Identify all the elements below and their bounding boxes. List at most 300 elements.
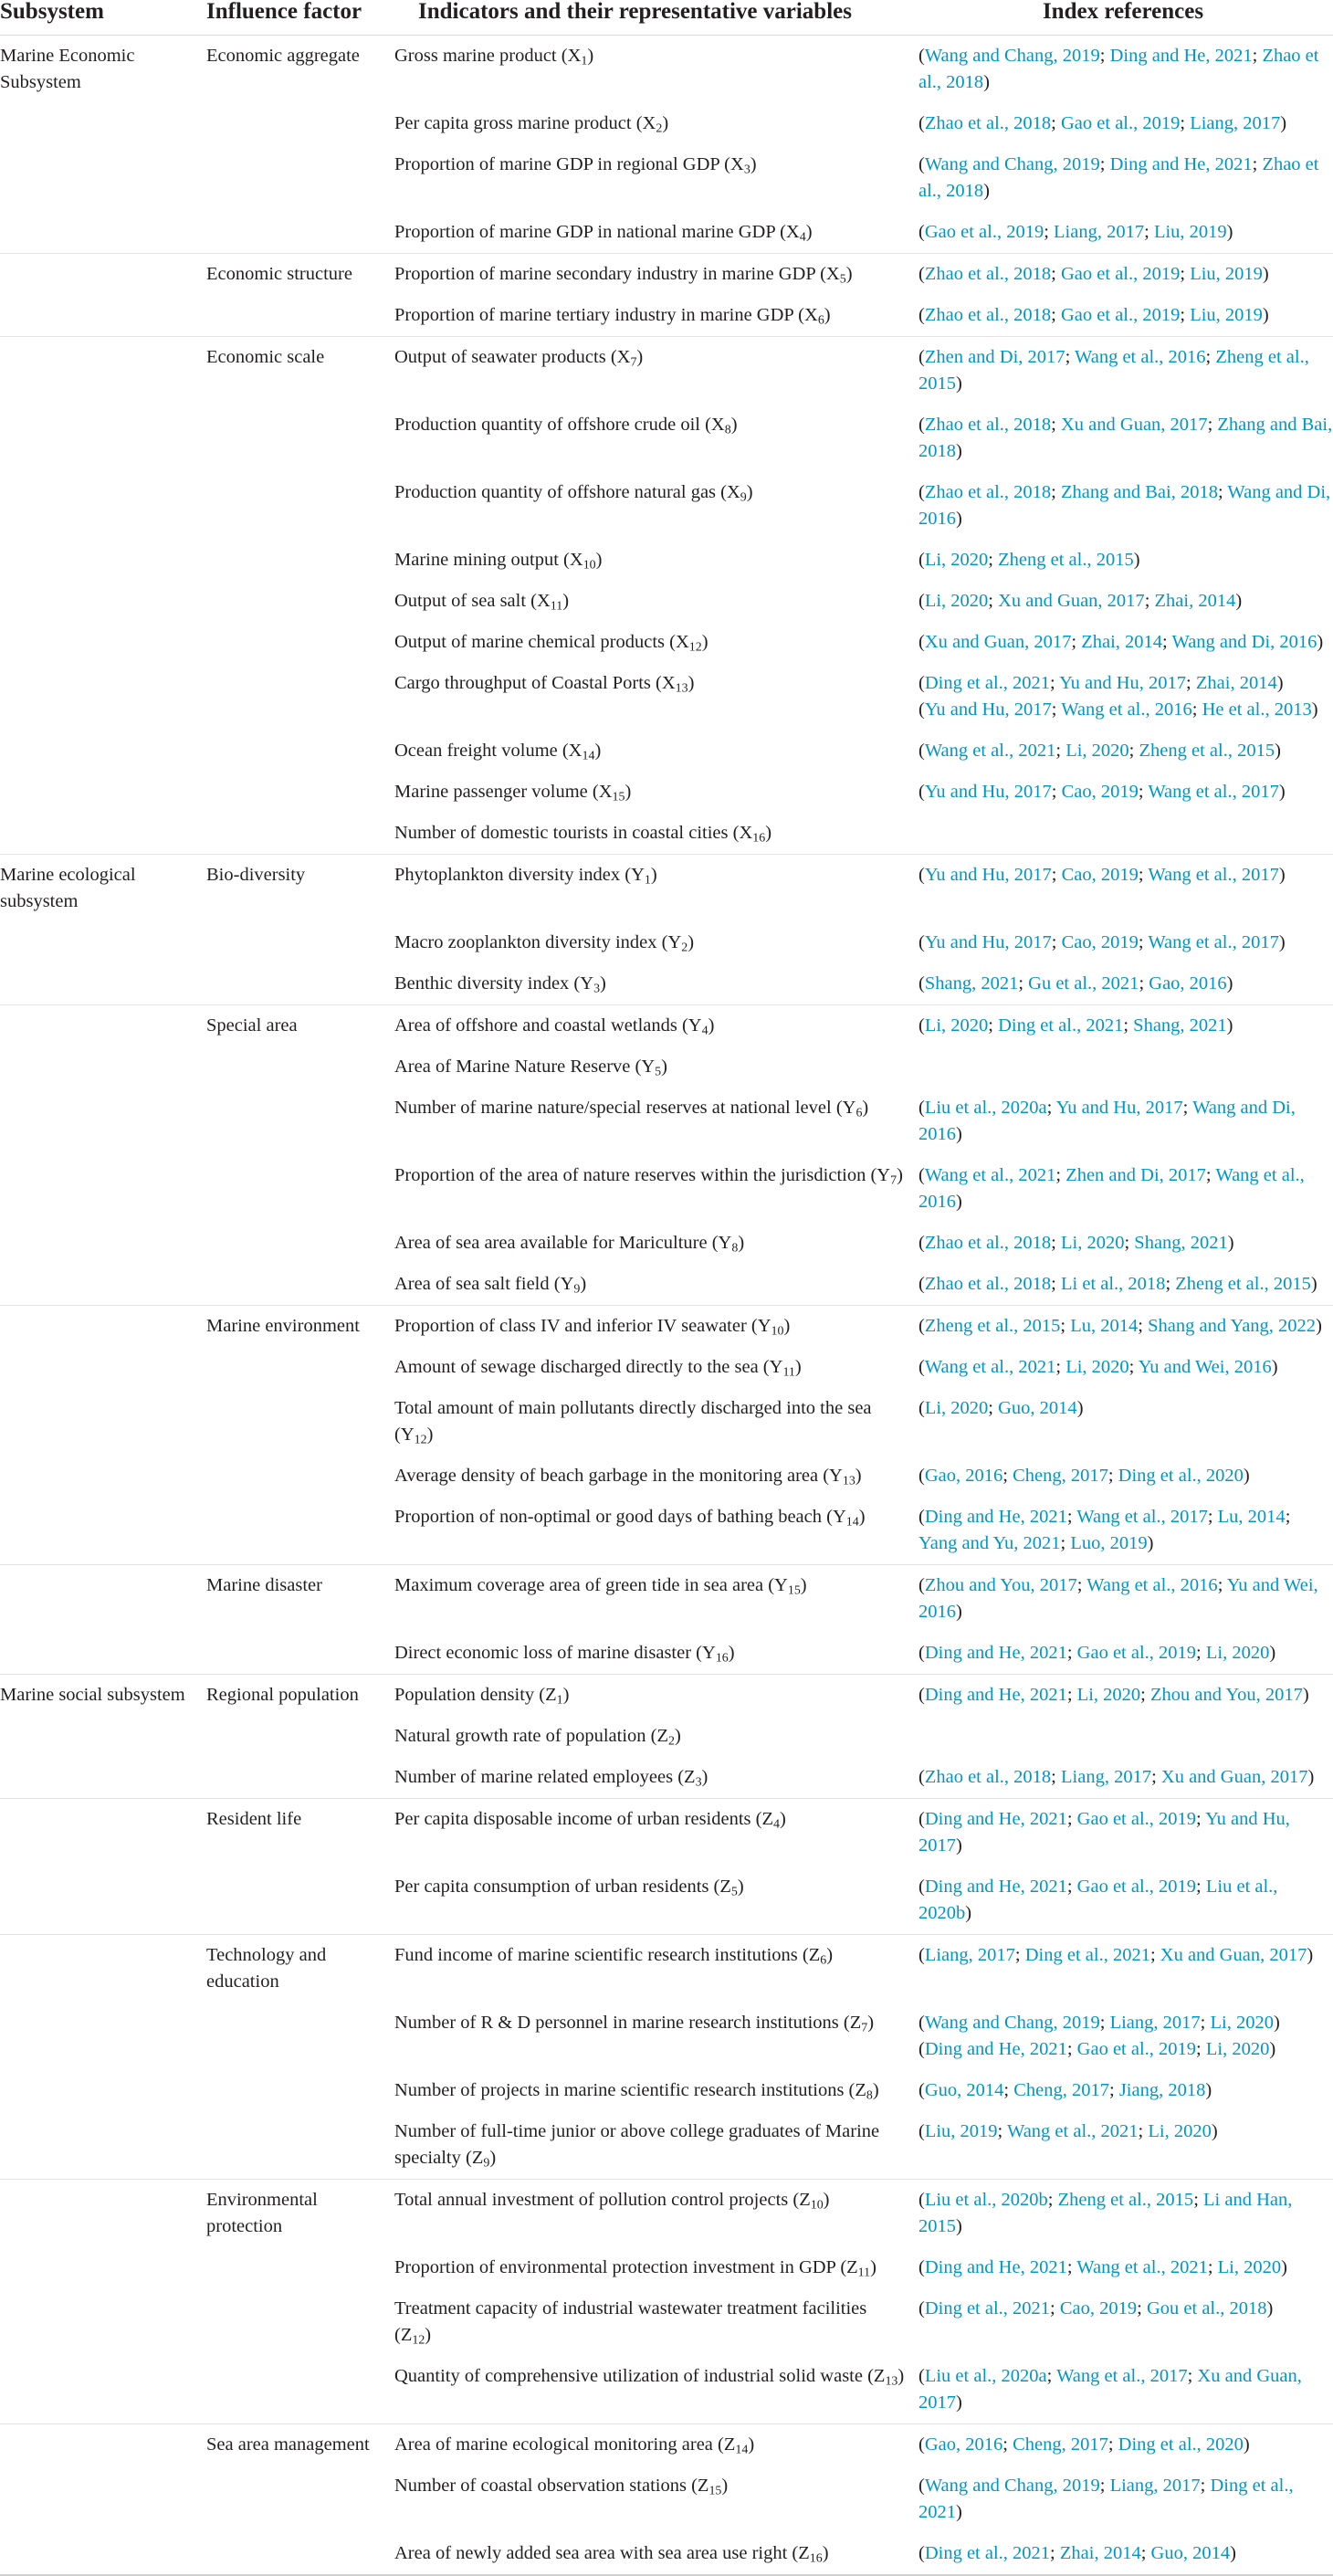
subsystem-cell bbox=[0, 1716, 199, 1757]
subsystem-cell: Marine social subsystem bbox=[0, 1675, 199, 1717]
citation-link[interactable]: Gao et al., 2019 bbox=[1061, 113, 1181, 133]
citation-link[interactable]: Zhai, 2014 bbox=[1059, 2543, 1141, 2563]
table-row bbox=[0, 2247, 1333, 2288]
influence-factor-cell bbox=[199, 1456, 389, 1497]
indicator-subscript: 10 bbox=[810, 2198, 824, 2213]
citation-link[interactable]: Ding and He, 2021 bbox=[924, 1507, 1067, 1527]
table-row bbox=[0, 212, 1333, 254]
table-body bbox=[0, 36, 1333, 2576]
indicator-subscript: 5 bbox=[839, 272, 846, 287]
influence-factor-cell: Economic aggregate bbox=[199, 36, 389, 104]
indicator-cell: Area of sea area available for Mariculture $(Y_8)$ bbox=[394, 1233, 745, 1256]
influence-factor-cell bbox=[199, 2111, 389, 2180]
citation-link[interactable]: Ding et al., 2020 bbox=[1118, 1466, 1244, 1486]
influence-factor-cell bbox=[199, 813, 389, 855]
citation-link[interactable]: Luo, 2019 bbox=[1070, 1533, 1148, 1553]
citation-link[interactable]: Ding et al., 2021 bbox=[924, 2543, 1051, 2563]
citation-link[interactable]: Zheng et al., 2015 bbox=[918, 347, 1309, 394]
citation-link[interactable]: Li, 2020 bbox=[924, 1398, 989, 1418]
indicator-text: Proportion of non-optimal or good days of bathing beach (Y bbox=[394, 1507, 846, 1527]
citation-link[interactable]: Li, 2020 bbox=[1065, 741, 1129, 761]
citation-link[interactable]: Li, 2020 bbox=[924, 1015, 989, 1036]
citation-link[interactable]: Li, 2020 bbox=[1065, 1357, 1129, 1377]
subsystem-cell bbox=[0, 1565, 199, 1634]
subsystem-cell bbox=[0, 2111, 199, 2180]
citation-link[interactable]: Li, 2020 bbox=[924, 591, 989, 611]
indicator-subscript: 12 bbox=[412, 2333, 425, 2348]
citation-link[interactable]: Guo, 2014 bbox=[998, 1398, 1077, 1418]
citation-link[interactable]: Liu, 2019 bbox=[1190, 264, 1263, 284]
subsystem-cell bbox=[0, 2003, 199, 2070]
indicator-text: Proportion of marine GDP in regional GDP (X bbox=[394, 154, 744, 174]
table-row bbox=[0, 963, 1333, 1005]
citation-link[interactable]: Cheng, 2017 bbox=[1013, 1466, 1108, 1486]
table-row bbox=[0, 1264, 1333, 1306]
indicator-subscript: 9 bbox=[740, 490, 747, 505]
subsystem-cell bbox=[0, 212, 199, 254]
indicator-text: Direct economic loss of marine disaster (Y bbox=[394, 1643, 716, 1663]
citation-link[interactable]: Guo, 2014 bbox=[924, 2080, 1004, 2100]
citation-link[interactable]: Zhao et al., 2018 bbox=[924, 305, 1052, 325]
citation-link[interactable]: Wang and Di, 2016 bbox=[918, 1098, 1296, 1144]
header-index-references: Index references bbox=[913, 0, 1333, 36]
references-cell: (Li, 2020; Xu and Guan, 2017; Zhai, 2014) bbox=[918, 591, 1243, 611]
citation-link[interactable]: Lu, 2014 bbox=[1217, 1507, 1286, 1527]
subsystem-cell bbox=[0, 1005, 199, 1047]
indicator-text: Ocean freight volume (X bbox=[394, 741, 583, 761]
citation-link[interactable]: Wang and Di, 2016 bbox=[918, 482, 1331, 529]
citation-link[interactable]: Wang and Chang, 2019 bbox=[924, 154, 1100, 174]
indicator-subscript: 3 bbox=[743, 163, 750, 177]
citation-link[interactable]: Lu, 2014 bbox=[1070, 1316, 1139, 1336]
citation-link[interactable]: Shang and Yang, 2022 bbox=[1148, 1316, 1317, 1336]
indicator-text: Maximum coverage area of green tide in sea area (Y bbox=[394, 1575, 788, 1595]
citation-link[interactable]: Zheng et al., 2015 bbox=[1139, 741, 1275, 761]
citation-link[interactable]: Yu and Hu, 2017 bbox=[918, 1809, 1290, 1856]
table-row bbox=[0, 1088, 1333, 1155]
references-cell: (Wang et al., 2021; Li, 2020; Zheng et al., 2015) bbox=[918, 741, 1281, 761]
citation-link[interactable]: Gao et al., 2019 bbox=[1061, 264, 1181, 284]
indicator-text: Production quantity of offshore crude oil (X bbox=[394, 415, 725, 435]
subsystem-cell bbox=[0, 1935, 199, 2003]
citation-link[interactable]: Zhai, 2014 bbox=[1154, 591, 1236, 611]
subsystem-cell bbox=[0, 2424, 199, 2466]
citation-link[interactable]: Ding et al., 2021 bbox=[918, 2476, 1294, 2522]
citation-link[interactable]: Ding and He, 2021 bbox=[924, 2257, 1067, 2277]
citation-link[interactable]: Gao et al., 2019 bbox=[1076, 1643, 1197, 1663]
citation-link[interactable]: Zheng et al., 2015 bbox=[1057, 2190, 1194, 2210]
references-cell: (Li, 2020; Guo, 2014) bbox=[918, 1398, 1084, 1418]
indicator-subscript: 13 bbox=[675, 681, 688, 696]
indicator-cell: Proportion of the area of nature reserves within the jurisdiction $(Y_7)$ bbox=[394, 1165, 903, 1188]
citation-link[interactable]: Yang and Yu, 2021 bbox=[918, 1533, 1061, 1553]
citation-link[interactable]: Zhao et al., 2018 bbox=[924, 264, 1052, 284]
citation-link[interactable]: Zhao et al., 2018 bbox=[924, 1233, 1052, 1253]
influence-factor-cell bbox=[199, 2356, 389, 2424]
citation-link[interactable]: Zhen and Di, 2017 bbox=[924, 347, 1065, 367]
citation-link[interactable]: Liu et al., 2020b bbox=[924, 2190, 1048, 2210]
indicator-subscript: 7 bbox=[630, 355, 637, 370]
influence-factor-cell: Environmental protection bbox=[199, 2180, 389, 2248]
citation-link[interactable]: Wang et al., 2017 bbox=[1056, 2366, 1188, 2386]
citation-link[interactable]: Liu et al., 2020a bbox=[924, 2366, 1047, 2386]
indicator-text: Area of sea area available for Mariculture (Y bbox=[394, 1233, 732, 1253]
citation-link[interactable]: Xu and Guan, 2017 bbox=[1061, 415, 1208, 435]
citation-link[interactable]: Gao, 2016 bbox=[924, 1466, 1003, 1486]
indicator-subscript: 16 bbox=[752, 831, 766, 846]
indicator-cell: Marine passenger volume $(X_{15})$ bbox=[394, 782, 632, 804]
citation-link[interactable]: Yu and Hu, 2017 bbox=[924, 699, 1052, 720]
indicator-subscript: 11 bbox=[857, 2266, 871, 2280]
references-cell: (Wang and Chang, 2019; Ding and He, 2021; Zhao et al., 2018) bbox=[918, 154, 1319, 201]
table-row bbox=[0, 144, 1333, 212]
citation-link[interactable]: Gao, 2016 bbox=[924, 2434, 1003, 2455]
citation-link[interactable]: Gao et al., 2019 bbox=[1076, 2039, 1197, 2059]
citation-link[interactable]: Zhai, 2014 bbox=[1195, 673, 1277, 693]
citation-link[interactable]: Ding et al., 2021 bbox=[924, 2298, 1051, 2318]
indicator-cell: Average density of beach garbage in the monitoring area $(Y_{13})$ bbox=[394, 1466, 862, 1488]
citation-link[interactable]: Ding et al., 2020 bbox=[1118, 2434, 1244, 2455]
table-row bbox=[0, 2180, 1333, 2248]
citation-link[interactable]: Gu et al., 2021 bbox=[1028, 973, 1139, 994]
citation-link[interactable]: Wang et al., 2017 bbox=[1148, 865, 1279, 885]
references-cell: (Liu, 2019; Wang et al., 2021; Li, 2020) bbox=[918, 2121, 1218, 2141]
citation-link[interactable]: Xu and Guan, 2017 bbox=[998, 591, 1145, 611]
subsystem-cell bbox=[0, 254, 199, 296]
citation-link[interactable]: Yu and Hu, 2017 bbox=[924, 932, 1052, 952]
citation-link[interactable]: Yu and Hu, 2017 bbox=[1055, 1098, 1183, 1118]
citation-link[interactable]: Ding and He, 2021 bbox=[924, 1809, 1067, 1829]
table-row bbox=[0, 472, 1333, 540]
citation-link[interactable]: Yu and Hu, 2017 bbox=[1059, 673, 1187, 693]
citation-link[interactable]: Liang, 2017 bbox=[1109, 2476, 1201, 2496]
references-cell: (Ding and He, 2021; Gao et al., 2019; Yu and Hu, 2017) bbox=[913, 1799, 1333, 1867]
indicator-text: Area of offshore and coastal wetlands (Y bbox=[394, 1015, 702, 1036]
citation-link[interactable]: Cao, 2019 bbox=[1061, 782, 1139, 802]
table-row bbox=[0, 1456, 1333, 1497]
indicator-cell: Quantity of comprehensive utilization of industrial solid waste $(Z_{13})$ bbox=[394, 2366, 905, 2389]
citation-link[interactable]: Gao et al., 2019 bbox=[1061, 305, 1181, 325]
citation-link[interactable]: Xu and Guan, 2017 bbox=[1160, 1767, 1308, 1787]
subsystem-cell bbox=[0, 663, 199, 731]
citation-link[interactable]: Liang, 2017 bbox=[1061, 1767, 1152, 1787]
citation-link[interactable]: Shang, 2021 bbox=[1134, 1233, 1228, 1253]
citation-link[interactable]: Gao et al., 2019 bbox=[924, 222, 1044, 242]
indicator-cell: Production quantity of offshore crude oil $(X_8)$ bbox=[394, 415, 738, 437]
references-cell bbox=[913, 1716, 1333, 1757]
citation-link[interactable]: Ding and He, 2021 bbox=[1109, 46, 1253, 66]
subsystem-cell bbox=[0, 1866, 199, 1935]
citation-link[interactable]: Ding and He, 2021 bbox=[924, 1877, 1067, 1897]
citation-link[interactable]: Cao, 2019 bbox=[1059, 2298, 1138, 2318]
subsystem-cell bbox=[0, 731, 199, 772]
citation-link[interactable]: Gao, 2016 bbox=[1149, 973, 1227, 994]
indicator-subscript: 6 bbox=[855, 1106, 863, 1120]
citation-link[interactable]: Wang et al., 2016 bbox=[918, 1165, 1305, 1212]
indicator-cell: Number of R & D personnel in marine research institutions $(Z_7)$ bbox=[394, 2013, 875, 2035]
influence-factor-cell: Bio-diversity bbox=[199, 855, 389, 923]
references-cell: (Xu and Guan, 2017; Zhai, 2014; Wang and Di, 2016) bbox=[918, 632, 1324, 652]
references-cell: (Liu et al., 2020a; Yu and Hu, 2017; Wang and Di, 2016) bbox=[918, 1098, 1296, 1144]
subsystem-cell bbox=[0, 1264, 199, 1306]
citation-link[interactable]: Xu and Guan, 2017 bbox=[918, 2366, 1302, 2413]
indicator-cell: Number of domestic tourists in coastal cities $(X_{16})$ bbox=[394, 823, 772, 846]
table-row bbox=[0, 2466, 1333, 2533]
citation-link[interactable]: Liang, 2017 bbox=[924, 1945, 1015, 1965]
citation-link[interactable]: Zhao et al., 2018 bbox=[918, 154, 1319, 201]
references-cell: (Ding et al., 2021; Zhai, 2014; Guo, 2014) bbox=[913, 2533, 1333, 2575]
indicator-subscript: 15 bbox=[708, 2484, 722, 2498]
influence-factor-cell bbox=[199, 2533, 389, 2575]
citation-link[interactable]: Ding and He, 2021 bbox=[924, 1685, 1067, 1705]
citation-link[interactable]: Li, 2020 bbox=[1061, 1233, 1125, 1253]
indicator-cell: Area of Marine Nature Reserve $(Y_5)$ bbox=[394, 1057, 667, 1079]
subsystem-cell bbox=[0, 144, 199, 212]
citation-link[interactable]: Cheng, 2017 bbox=[1013, 2080, 1109, 2100]
citation-link[interactable]: Ding and He, 2021 bbox=[924, 2039, 1067, 2059]
influence-factor-cell bbox=[199, 1497, 389, 1565]
references-cell: (Zhao et al., 2018; Gao et al., 2019; Liu, 2019) bbox=[913, 254, 1333, 296]
citation-link[interactable]: Gao et al., 2019 bbox=[1076, 1809, 1197, 1829]
citation-link[interactable]: Liu, 2019 bbox=[1153, 222, 1227, 242]
indicator-subscript: 7 bbox=[890, 1173, 897, 1188]
citation-link[interactable]: Xu and Guan, 2017 bbox=[924, 632, 1072, 652]
citation-link[interactable]: Wang et al., 2017 bbox=[1148, 932, 1279, 952]
citation-link[interactable]: Ding et al., 2021 bbox=[998, 1015, 1124, 1036]
indicator-cell: Proportion of marine secondary industry in marine GDP $(X_5)$ bbox=[389, 254, 913, 296]
citation-link[interactable]: Xu and Guan, 2017 bbox=[1160, 1945, 1307, 1965]
citation-link[interactable]: Yu and Hu, 2017 bbox=[924, 782, 1052, 802]
influence-factor-cell bbox=[199, 2466, 389, 2533]
subsystem-cell bbox=[0, 2533, 199, 2575]
indicator-text: Proportion of marine secondary industry in marine GDP (X bbox=[394, 264, 840, 284]
citation-link[interactable]: Yu and Wei, 2016 bbox=[1138, 1357, 1272, 1377]
indicator-text: Number of coastal observation stations (Z bbox=[394, 2476, 709, 2496]
citation-link[interactable]: Cheng, 2017 bbox=[1013, 2434, 1108, 2455]
citation-link[interactable]: Li et al., 2018 bbox=[1061, 1274, 1166, 1294]
table-row bbox=[0, 1347, 1333, 1388]
citation-link[interactable]: Zhou and You, 2017 bbox=[924, 1575, 1077, 1595]
citation-link[interactable]: Zhao et al., 2018 bbox=[924, 415, 1052, 435]
indicator-text: Per capita gross marine product (X bbox=[394, 113, 656, 133]
citation-link[interactable]: Wang et al., 2016 bbox=[1075, 347, 1206, 367]
citation-link[interactable]: Wang et al., 2016 bbox=[1086, 1575, 1218, 1595]
subsystem-cell bbox=[0, 1306, 199, 1348]
table-row bbox=[0, 2356, 1333, 2424]
indicator-subscript: 6 bbox=[820, 1953, 827, 1968]
influence-factor-cell bbox=[199, 1716, 389, 1757]
indicator-cell: Proportion of marine tertiary industry in marine GDP $(X_6)$ bbox=[394, 305, 831, 328]
citation-link[interactable]: Cao, 2019 bbox=[1061, 865, 1139, 885]
indicator-text: Number of marine related employees (Z bbox=[394, 1767, 696, 1787]
influence-factor-cell bbox=[199, 1223, 389, 1264]
citation-link[interactable]: Liang, 2017 bbox=[1109, 2013, 1201, 2033]
table-row bbox=[0, 2424, 1333, 2466]
influence-factor-cell bbox=[199, 963, 389, 1005]
table-header-row bbox=[0, 0, 1333, 36]
indicator-text: Proportion of marine GDP in national marine GDP (X bbox=[394, 222, 800, 242]
influence-factor-cell bbox=[199, 1347, 389, 1388]
references-cell: (Zhao et al., 2018; Li et al., 2018; Zheng et al., 2015) bbox=[918, 1274, 1317, 1294]
citation-link[interactable]: Wang et al., 2021 bbox=[924, 741, 1056, 761]
table-row bbox=[0, 2070, 1333, 2111]
influence-factor-cell: Technology and education bbox=[199, 1935, 389, 2003]
citation-link[interactable]: Zhao et al., 2018 bbox=[924, 1274, 1052, 1294]
indicator-text: Number of marine nature/special reserves at national level (Y bbox=[394, 1098, 856, 1118]
citation-link[interactable]: Liu et al., 2020b bbox=[918, 1877, 1278, 1923]
indicator-cell: Number of projects in marine scientific research institutions $(Z_8)$ bbox=[394, 2080, 879, 2103]
citation-link[interactable]: Li, 2020 bbox=[1205, 2039, 1270, 2059]
citation-link[interactable]: Liu et al., 2020a bbox=[924, 1098, 1047, 1118]
indicator-cell: Proportion of marine GDP in national marine GDP $(X_4)$ bbox=[394, 222, 813, 245]
citation-link[interactable]: Zhao et al., 2018 bbox=[924, 482, 1052, 502]
indicator-text: Proportion of class IV and inferior IV seawater (Y bbox=[394, 1316, 771, 1336]
citation-link[interactable]: Wang et al., 2016 bbox=[1061, 699, 1192, 720]
citation-link[interactable]: Zhang and Bai, 2018 bbox=[918, 415, 1333, 461]
indicator-cell: Direct economic loss of marine disaster $(Y_{16})$ bbox=[394, 1643, 735, 1666]
table-row bbox=[0, 254, 1333, 296]
citation-link[interactable]: Wang et al., 2017 bbox=[1148, 782, 1279, 802]
citation-link[interactable]: Li, 2020 bbox=[924, 550, 989, 570]
indicator-text: Marine passenger volume (X bbox=[394, 782, 613, 802]
subsystem-cell bbox=[0, 2356, 199, 2424]
citation-link[interactable]: Zheng et al., 2015 bbox=[924, 1316, 1061, 1336]
citation-link[interactable]: Liang, 2017 bbox=[1054, 222, 1145, 242]
citation-link[interactable]: Liu, 2019 bbox=[1190, 305, 1263, 325]
table-row bbox=[0, 337, 1333, 405]
citation-link[interactable]: Ding and He, 2021 bbox=[924, 1643, 1067, 1663]
citation-link[interactable]: Gou et al., 2018 bbox=[1146, 2298, 1267, 2318]
subsystem-cell bbox=[0, 1388, 199, 1456]
influence-factor-cell bbox=[199, 540, 389, 581]
citation-link[interactable]: Li, 2020 bbox=[1148, 2121, 1212, 2141]
citation-link[interactable]: Yu and Wei, 2016 bbox=[918, 1575, 1318, 1622]
references-cell: (Ding and He, 2021; Wang et al., 2021; Li, 2020) bbox=[918, 2257, 1287, 2277]
citation-link[interactable]: Zhou and You, 2017 bbox=[1149, 1685, 1303, 1705]
indicator-subscript: 5 bbox=[730, 1885, 738, 1899]
citation-link[interactable]: Ding and He, 2021 bbox=[1109, 154, 1253, 174]
table-row bbox=[0, 663, 1333, 731]
indicator-text: Proportion of marine tertiary industry in marine GDP (X bbox=[394, 305, 818, 325]
citation-link[interactable]: Wang et al., 2021 bbox=[924, 1357, 1056, 1377]
indicator-subscript: 1 bbox=[581, 54, 588, 68]
indicator-cell: Proportion of class IV and inferior IV seawater $(Y_{10})$ bbox=[389, 1306, 913, 1348]
influence-factor-cell bbox=[199, 622, 389, 663]
citation-link[interactable]: Yu and Hu, 2017 bbox=[924, 865, 1052, 885]
references-cell: (Zhao et al., 2018; Li, 2020; Shang, 2021) bbox=[918, 1233, 1234, 1253]
indicator-text: Natural growth rate of population (Z bbox=[394, 1726, 669, 1746]
citation-link[interactable]: Ding et al., 2021 bbox=[924, 673, 1051, 693]
table-row bbox=[0, 1757, 1333, 1799]
references-cell: (Ding et al., 2021; Cao, 2019; Gou et al., 2018) bbox=[918, 2298, 1274, 2318]
table-row bbox=[0, 2111, 1333, 2180]
citation-link[interactable]: Liang, 2017 bbox=[1190, 113, 1281, 133]
influence-factor-cell bbox=[199, 1155, 389, 1223]
indicator-text: Fund income of marine scientific research institutions (Z bbox=[394, 1945, 821, 1965]
references-cell: (Shang, 2021; Gu et al., 2021; Gao, 2016) bbox=[918, 973, 1233, 994]
citation-link[interactable]: Li and Han, 2015 bbox=[918, 2190, 1293, 2236]
indicator-subscript: 8 bbox=[731, 1241, 739, 1256]
indicator-cell: Area of sea salt field $(Y_9)$ bbox=[394, 1274, 587, 1297]
citation-link[interactable]: Wang and Di, 2016 bbox=[1171, 632, 1317, 652]
citation-link[interactable]: Zhao et al., 2018 bbox=[918, 46, 1319, 92]
indicator-cell: Number of coastal observation stations $(Z_{15})$ bbox=[394, 2476, 729, 2498]
citation-link[interactable]: Li, 2020 bbox=[1217, 2257, 1282, 2277]
citation-link[interactable]: Gao et al., 2019 bbox=[1076, 1877, 1197, 1897]
subsystem-cell bbox=[0, 2466, 199, 2533]
indicator-subscript: 1 bbox=[644, 873, 651, 888]
citation-link[interactable]: Zheng et al., 2015 bbox=[1175, 1274, 1311, 1294]
indicator-subscript: 13 bbox=[842, 1474, 855, 1488]
citation-link[interactable]: Wang et al., 2021 bbox=[1007, 2121, 1139, 2141]
citation-link[interactable]: Wang et al., 2017 bbox=[1076, 1507, 1208, 1527]
table-row bbox=[0, 295, 1333, 337]
citation-link[interactable]: Li, 2020 bbox=[1076, 1685, 1141, 1705]
indicator-text: Area of Marine Nature Reserve (Y bbox=[394, 1057, 656, 1077]
subsystem-cell bbox=[0, 1757, 199, 1799]
references-cell: (Yu and Hu, 2017; Cao, 2019; Wang et al., 2017) bbox=[918, 932, 1286, 952]
subsystem-cell bbox=[0, 540, 199, 581]
references-cell: (Wang and Chang, 2019; Liang, 2017; Ding et al., 2021) bbox=[918, 2476, 1294, 2522]
indicator-cell: Total annual investment of pollution control projects $(Z_{10})$ bbox=[389, 2180, 913, 2248]
indicator-cell: Per capita consumption of urban residents $(Z_5)$ bbox=[394, 1877, 744, 1899]
citation-link[interactable]: Shang, 2021 bbox=[924, 973, 1019, 994]
indicator-text: Proportion of the area of nature reserves within the jurisdiction (Y bbox=[394, 1165, 891, 1185]
subsystem-cell bbox=[0, 405, 199, 472]
citation-link[interactable]: Cao, 2019 bbox=[1061, 932, 1139, 952]
citation-link[interactable]: Liu, 2019 bbox=[924, 2121, 998, 2141]
citation-link[interactable]: Wang et al., 2021 bbox=[1076, 2257, 1208, 2277]
table-row bbox=[0, 2003, 1333, 2070]
influence-factor-cell bbox=[199, 1088, 389, 1155]
subsystem-cell bbox=[0, 772, 199, 813]
indicator-text: Total amount of main pollutants directly discharged into the sea (Y bbox=[394, 1398, 872, 1445]
references-cell: (Ding and He, 2021; Wang et al., 2017; Lu, 2014; Yang and Yu, 2021; Luo, 2019) bbox=[918, 1507, 1291, 1553]
references-cell: (Zhao et al., 2018; Xu and Guan, 2017; Zhang and Bai, 2018) bbox=[918, 415, 1333, 461]
indicator-cell: Output of seawater products $(X_7)$ bbox=[389, 337, 913, 405]
citation-link[interactable]: Li, 2020 bbox=[1205, 1643, 1270, 1663]
citation-link[interactable]: Zhen and Di, 2017 bbox=[1065, 1165, 1206, 1185]
references-cell: (Wang et al., 2021; Zhen and Di, 2017; Wang et al., 2016) bbox=[918, 1165, 1305, 1212]
influence-factor-cell: Economic scale bbox=[199, 337, 389, 405]
references-cell: (Liu et al., 2020b; Zheng et al., 2015; Li and Han, 2015) bbox=[913, 2180, 1333, 2248]
table-row bbox=[0, 1388, 1333, 1456]
table-row bbox=[0, 1935, 1333, 2003]
citation-link[interactable]: Zhai, 2014 bbox=[1081, 632, 1163, 652]
subsystem-cell bbox=[0, 813, 199, 855]
citation-link[interactable]: Zhao et al., 2018 bbox=[924, 1767, 1052, 1787]
citation-link[interactable]: Wang and Chang, 2019 bbox=[924, 2476, 1100, 2496]
citation-link[interactable]: Wang and Chang, 2019 bbox=[924, 2013, 1100, 2033]
citation-link[interactable]: Wang and Chang, 2019 bbox=[924, 46, 1100, 66]
influence-factor-cell: Marine disaster bbox=[199, 1565, 389, 1634]
citation-link[interactable]: Shang, 2021 bbox=[1133, 1015, 1227, 1036]
citation-link[interactable]: He et al., 2013 bbox=[1202, 699, 1312, 720]
indicator-subscript: 5 bbox=[655, 1065, 662, 1079]
citation-link[interactable]: Wang et al., 2021 bbox=[924, 1165, 1056, 1185]
indicator-subscript: 2 bbox=[656, 121, 663, 136]
table-row bbox=[0, 1046, 1333, 1088]
citation-link[interactable]: Ding et al., 2021 bbox=[1024, 1945, 1150, 1965]
citation-link[interactable]: Zhang and Bai, 2018 bbox=[1061, 482, 1218, 502]
indicator-cell: Treatment capacity of industrial wastewater treatment facilities $(Z_{12})$ bbox=[394, 2298, 867, 2348]
citation-link[interactable]: Zheng et al., 2015 bbox=[998, 550, 1134, 570]
citation-link[interactable]: Guo, 2014 bbox=[1150, 2543, 1231, 2563]
citation-link[interactable]: Li, 2020 bbox=[1210, 2013, 1274, 2033]
influence-factor-cell bbox=[199, 922, 389, 963]
citation-link[interactable]: Jiang, 2018 bbox=[1118, 2080, 1206, 2100]
citation-link[interactable]: Zhao et al., 2018 bbox=[924, 113, 1052, 133]
